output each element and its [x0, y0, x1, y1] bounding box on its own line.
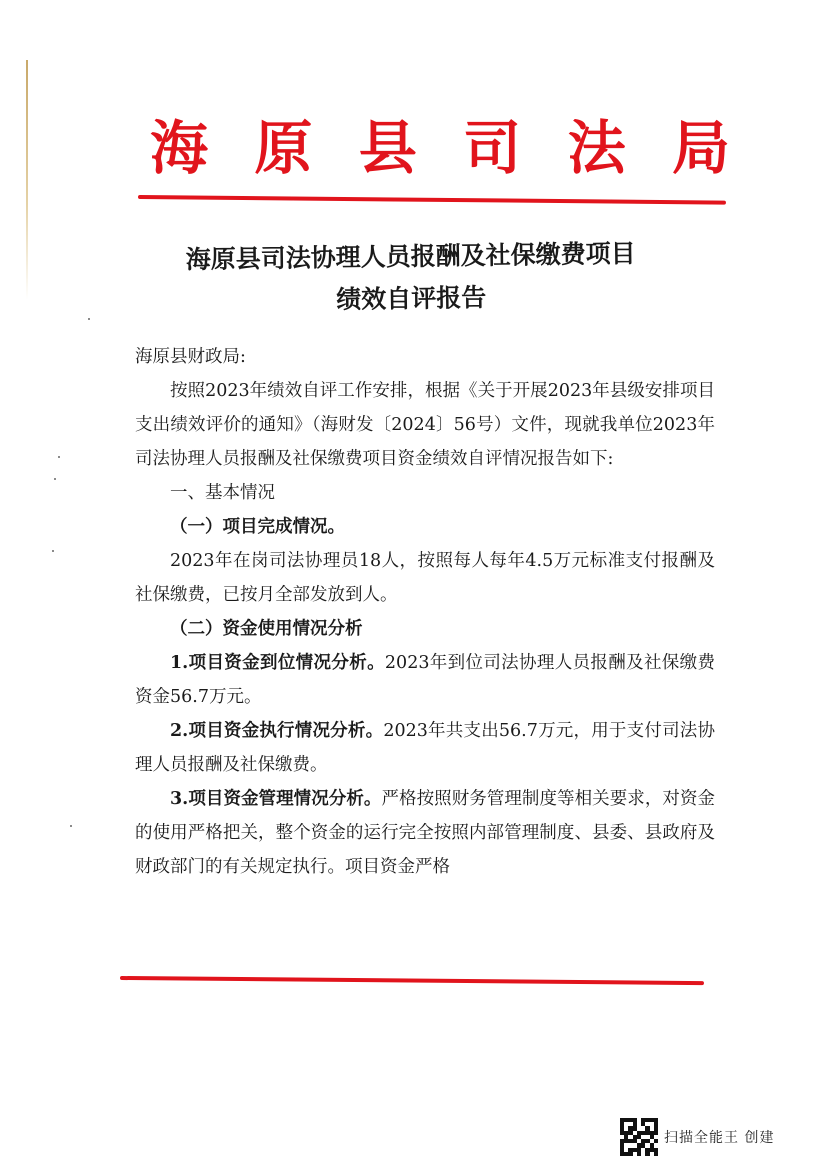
letterhead-title: [150, 108, 730, 188]
footer-red-rule: [120, 976, 704, 985]
watermark-text: 扫描全能王 创建: [664, 1130, 775, 1146]
fund-execution-paragraph: [135, 714, 715, 782]
subheading-completion: （一）项目完成情况。: [170, 517, 345, 537]
fund-arrival-paragraph: [135, 646, 715, 714]
letterhead-red-rule: [138, 195, 726, 205]
document-body: [135, 340, 715, 884]
fund-arrival-text: 2023年到位司法协理人员报酬及社保缴费资金56.7万元。: [135, 653, 715, 707]
fund-execution-heading: 2.项目资金执行情况分析。: [170, 721, 384, 741]
letterhead-char: 司: [463, 114, 522, 182]
fund-execution-text: 2023年共支出56.7万元，用于支付司法协理人员报酬及社保缴费。: [135, 721, 715, 775]
section-heading-basic: 一、基本情况: [170, 483, 275, 503]
fund-management-paragraph: [135, 782, 715, 884]
letterhead-char: 原: [254, 114, 313, 182]
letterhead-char: 县: [358, 114, 417, 182]
letterhead-char: 局: [671, 114, 730, 182]
document-title-line1: 海原县司法协理人员报酬及社保缴费项目: [185, 238, 636, 275]
scan-speck: [70, 825, 72, 827]
scan-speck: [52, 550, 54, 552]
document-title: [119, 232, 702, 324]
subheading-fund-usage: （二）资金使用情况分析: [170, 619, 363, 639]
scan-edge-shadow: [26, 60, 28, 300]
scan-speck: [58, 456, 60, 458]
fund-arrival-heading: 1.项目资金到位情况分析。: [170, 653, 385, 673]
qr-code-icon: [620, 1118, 658, 1156]
intro-paragraph: 按照2023年绩效自评工作安排，根据《关于开展2023年县级安排项目支出绩效评价的通知》（海财发〔2024〕56号）文件，现就我单位2023年司法协理人员报酬及社保缴费项目资金绩效自评情况报告如下:: [135, 381, 715, 469]
addressee: 海原县财政局:: [135, 347, 246, 367]
completion-paragraph: 2023年在岗司法协理员18人，按照每人每年4.5万元标准支付报酬及社保缴费，已按月全部发放到人。: [135, 551, 715, 605]
fund-management-heading: 3.项目资金管理情况分析。: [170, 789, 382, 809]
letterhead-char: 法: [567, 114, 626, 182]
fund-management-text: 严格按照财务管理制度等相关要求，对资金的使用严格把关，整个资金的运行完全按照内部管理制度、县委、县政府及财政部门的有关规定执行。项目资金严格: [135, 789, 715, 877]
scan-speck: [54, 478, 56, 480]
scan-speck: [88, 318, 90, 320]
letterhead-char: 海: [150, 114, 209, 182]
scanner-watermark: [620, 1118, 774, 1156]
document-title-line2: 绩效自评报告: [336, 282, 487, 315]
